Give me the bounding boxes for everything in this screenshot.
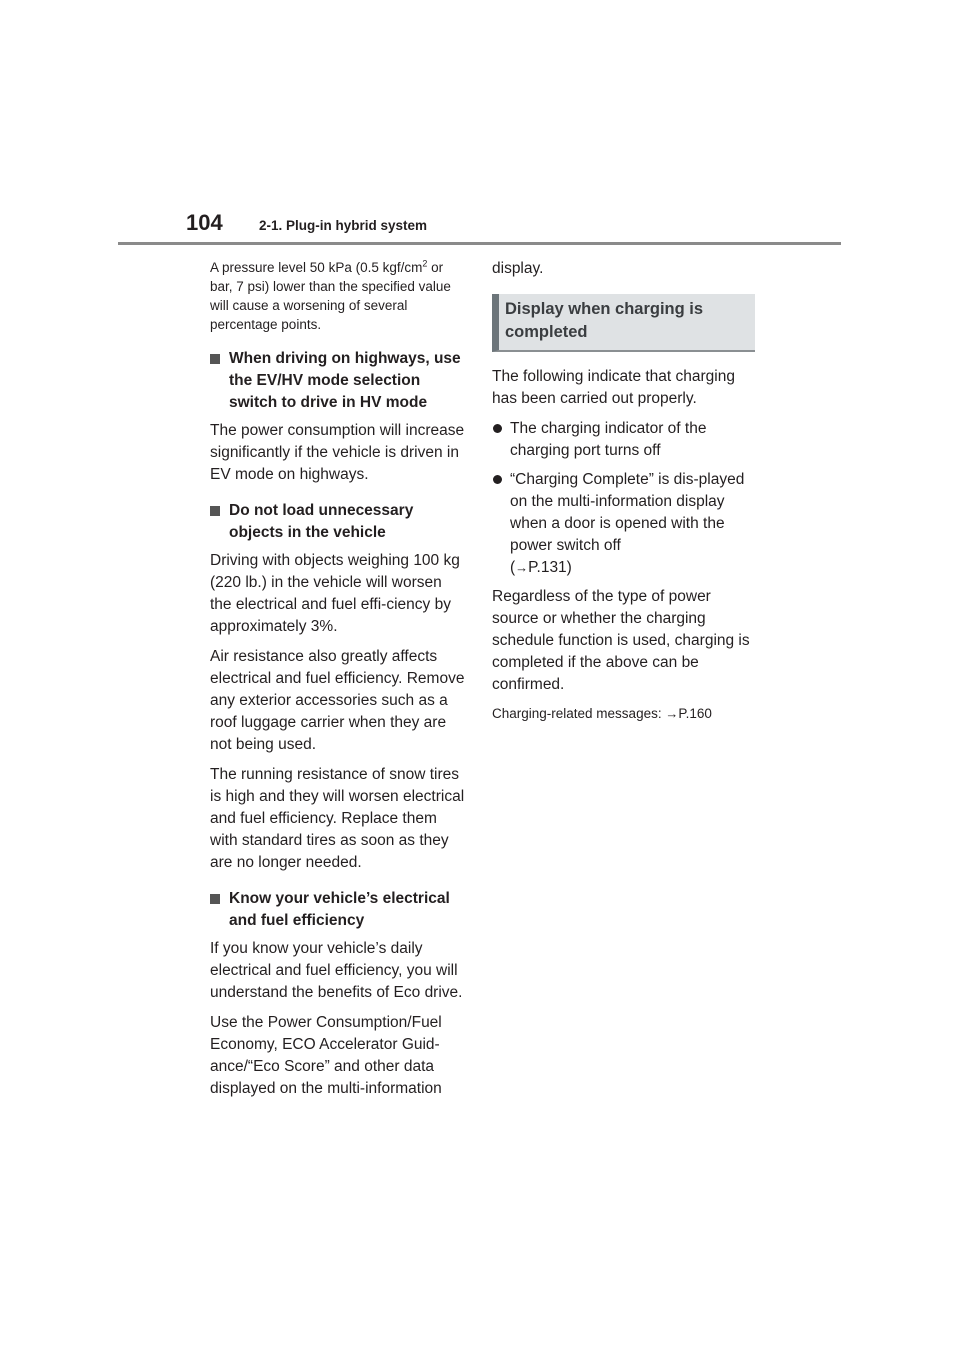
- page-reference[interactable]: [510, 559, 572, 576]
- header-divider: [118, 242, 841, 245]
- ref-page: P.131): [528, 559, 572, 576]
- paragraph: Air resistance also greatly affects electrical and fuel efficiency. Remove any exterior accessories such as a roof luggage carrier when they are not being used.: [210, 648, 465, 753]
- bullet-dot-icon: [493, 475, 502, 484]
- bullet-item: [492, 469, 752, 579]
- bullet-dot-icon: [493, 424, 502, 433]
- paragraph: Driving with objects weighing 100 kg (220 lb.) in the vehicle will worsen the electrical and fuel effi-ciency by approximately 3%.: [210, 552, 460, 635]
- intro-paragraph: The following indicate that charging has been carried out properly.: [492, 368, 735, 407]
- section-heading: Display when charging is completed: [505, 300, 704, 341]
- note-text: A pressure level 50 kPa (0.5 kgf/cm: [210, 260, 423, 275]
- left-column: [210, 258, 465, 1108]
- subheading-know-efficiency: [210, 888, 465, 932]
- note-text-cont: or bar, 7 psi) lower than the specified value will cause a worsening of several percentage points.: [210, 260, 451, 332]
- square-bullet-icon: [210, 894, 220, 904]
- note-label: Charging-related messages:: [492, 706, 666, 721]
- paragraph: If you know your vehicle’s daily electrical and fuel efficiency, you will understand the benefits of Eco drive.: [210, 940, 463, 1001]
- superscript: 2: [422, 258, 428, 269]
- tire-pressure-note: [210, 258, 465, 334]
- square-bullet-icon: [210, 354, 220, 364]
- bullet-text: “Charging Complete” is dis-played on the multi-information display when a door is opened with the power switch off: [510, 471, 745, 554]
- section-heading-box: [492, 294, 755, 352]
- arrow-right-icon: →: [515, 560, 529, 575]
- section-title: 2-1. Plug-in hybrid system: [259, 218, 428, 233]
- paragraph: The running resistance of snow tires is high and they will worsen electrical and fuel efficiency. Replace them with standard tires as soon as they are no longer needed.: [210, 766, 465, 871]
- paragraph: The power consumption will increase significantly if the vehicle is driven in EV mode on highways.: [210, 422, 465, 483]
- subheading-text: Know your vehicle’s electrical and fuel efficiency: [229, 890, 450, 929]
- arrow-right-icon: →: [665, 706, 679, 721]
- bullet-item: [492, 418, 752, 462]
- conclusion-paragraph: Regardless of the type of power source or whether the charging schedule function is used, charging is completed if the above can be confirmed.: [492, 588, 750, 693]
- page-number: 104: [186, 210, 223, 235]
- subheading-text: When driving on highways, use the EV/HV mode selection switch to drive in HV mode: [229, 350, 461, 411]
- right-column: [492, 258, 752, 733]
- ref-page: P.160: [678, 706, 712, 721]
- bullet-text: The charging indicator of the charging port turns off: [510, 420, 707, 459]
- charging-messages-note: [492, 704, 752, 723]
- subheading-text: Do not load unnecessary objects in the vehicle: [229, 502, 414, 541]
- continuation-text: display.: [492, 260, 544, 277]
- paragraph: Use the Power Consumption/Fuel Economy, ECO Accelerator Guid-ance/“Eco Score” and other data displayed on the multi-information: [210, 1014, 442, 1097]
- subheading-highway: [210, 348, 465, 414]
- ref-paren: (: [510, 559, 516, 576]
- square-bullet-icon: [210, 506, 220, 516]
- page-reference[interactable]: [665, 706, 712, 721]
- subheading-unnecessary-objects: [210, 500, 465, 544]
